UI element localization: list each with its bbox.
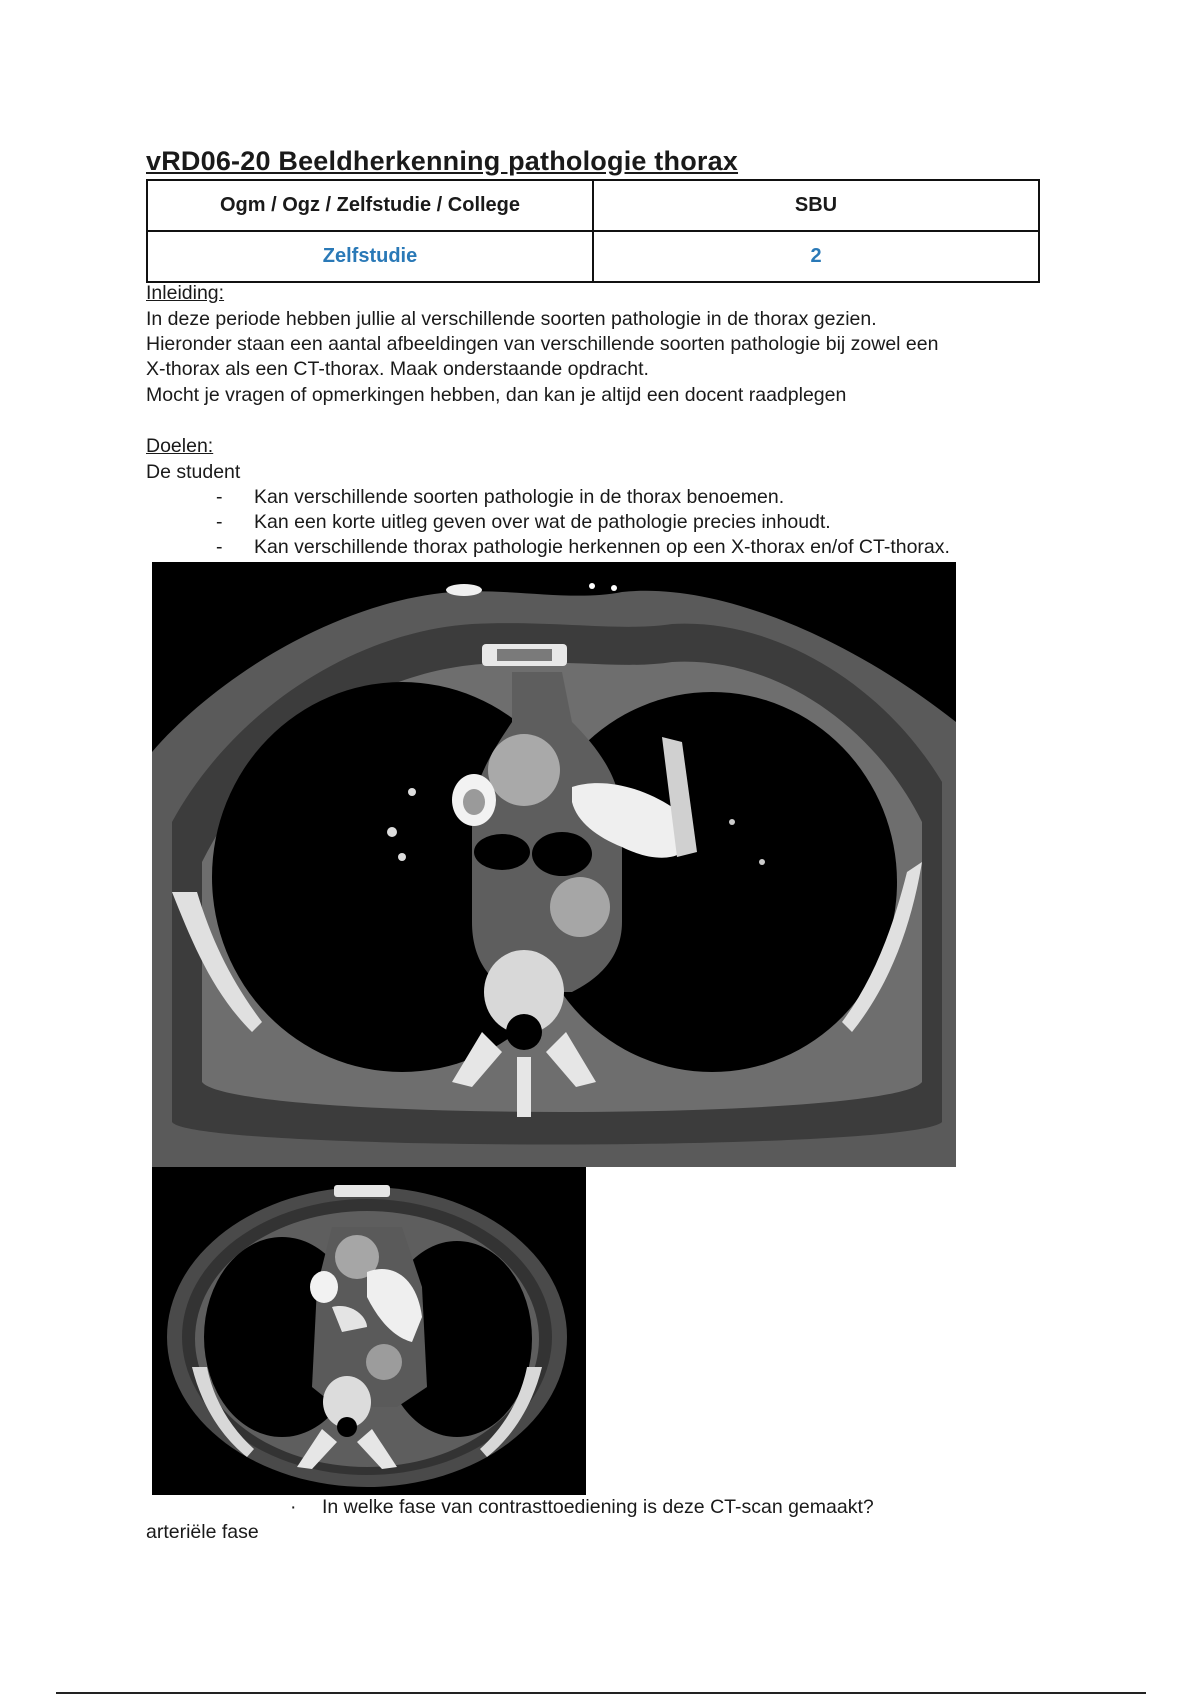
- table-header-type: Ogm / Ogz / Zelfstudie / College: [147, 180, 593, 231]
- page-title: vRD06-20 Beeldherkenning pathologie thorax: [146, 146, 739, 176]
- goal-item: - Kan een korte uitleg geven over wat de pathologie precies inhoudt.: [216, 511, 831, 533]
- goal-item-text: Kan verschillende thorax pathologie herkennen op een X-thorax en/of CT-thorax.: [254, 536, 950, 558]
- answer-text: arteriële fase: [146, 1521, 259, 1543]
- goal-item: - Kan verschillende thorax pathologie herkennen op een X-thorax en/of CT-thorax.: [216, 536, 950, 558]
- table-value-sbu: 2: [593, 231, 1039, 282]
- intro-line: Mocht je vragen of opmerkingen hebben, dan kan je altijd een docent raadplegen: [146, 384, 847, 406]
- intro-line: Hieronder staan een aantal afbeeldingen van verschillende soorten pathologie bij zowel een: [146, 333, 939, 355]
- intro-line: X-thorax als een CT-thorax. Maak onderstaande opdracht.: [146, 358, 649, 380]
- goal-item: - Kan verschillende soorten pathologie in de thorax benoemen.: [216, 486, 785, 508]
- question-text: In welke fase van contrasttoediening is deze CT-scan gemaakt?: [322, 1496, 874, 1518]
- goal-item-text: Kan verschillende soorten pathologie in de thorax benoemen.: [254, 486, 785, 508]
- question-bullet: ·: [290, 1496, 297, 1518]
- goal-item-text: Kan een korte uitleg geven over wat de pathologie precies inhoudt.: [254, 511, 831, 533]
- ct-scan-large-image: [152, 562, 956, 1167]
- goals-heading: Doelen:: [146, 435, 214, 457]
- goals-subject: De student: [146, 461, 241, 483]
- intro-heading: Inleiding:: [146, 282, 225, 304]
- footer-divider: [56, 1692, 1146, 1694]
- intro-line: In deze periode hebben jullie al verschillende soorten pathologie in de thorax gezien.: [146, 308, 877, 330]
- table-value-type: Zelfstudie: [147, 231, 593, 282]
- course-info-table: [146, 179, 1040, 283]
- question-line: [290, 1495, 874, 1520]
- ct-scan-small-image: [152, 1167, 586, 1495]
- table-header-sbu: SBU: [593, 180, 1039, 231]
